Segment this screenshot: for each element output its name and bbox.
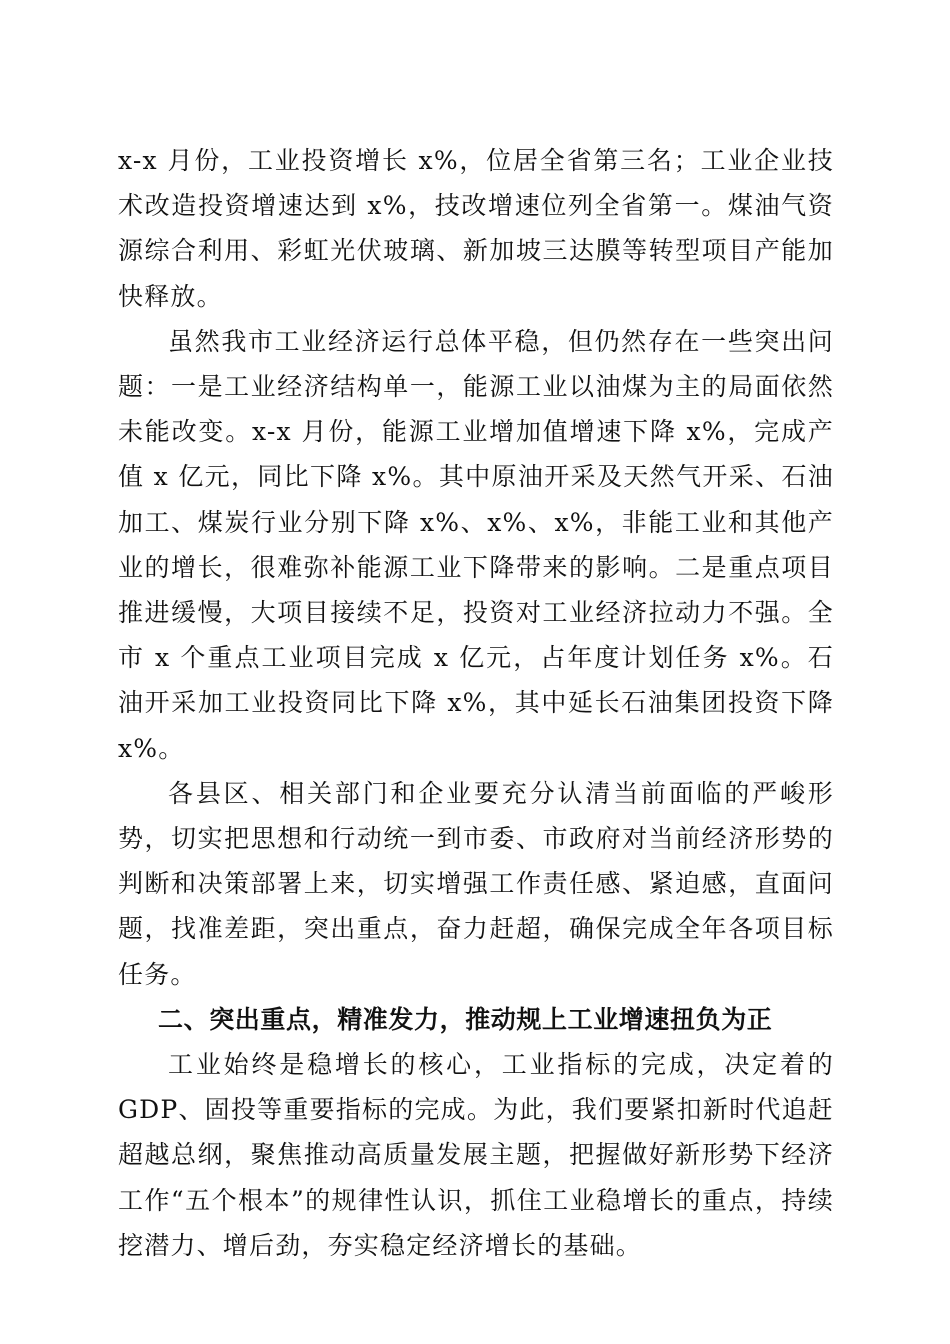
section-heading: 二、突出重点，精准发力，推动规上工业增速扭负为正: [158, 1004, 773, 1034]
paragraph-existing-problems: 虽然我市工业经济运行总体平稳，但仍然存在一些突出问题：一是工业经济结构单一，能源工业以油煤为主的局面依然未能改变。x-x 月份，能源工业增加值增速下降 x%，完成产值 x 亿元，同比下降 x%。其中原油开采及天然气开采、石油加工、煤炭行业分别下降 x%、x%、x%，非能工业和其他产业的增长，很难弥补能源工业下降带来的影响。二是重点项目推进缓慢，大项目接续不足，投资对工业经济拉动力不强。全市 x 个重点工业项目完成 x 亿元，占年度计划任务 x%。石油开采加工业投资同比下降 x%，其中延长石油集团投资下降 x%。: [118, 326, 834, 763]
paragraph-industry-core: 工业始终是稳增长的核心，工业指标的完成，决定着的 GDP、固投等重要指标的完成。为此，我们要紧扣新时代追赶超越总纲，聚焦推动高质量发展主题，把握做好新形势下经济工作“五个根本”的规律性认识，抓住工业稳增长的重点，持续挖潜力、增后劲，夯实稳定经济增长的基础。: [118, 1050, 834, 1260]
document-body: [118, 138, 834, 1268]
paragraph-investment-growth: x-x 月份，工业投资增长 x%，位居全省第三名；工业企业技术改造投资增速达到 x%，技改增速位列全省第一。煤油气资源综合利用、彩虹光伏玻璃、新加坡三达膜等转型项目产能加快释放。: [118, 146, 834, 311]
paragraph-call-to-action: 各县区、相关部门和企业要充分认清当前面临的严峻形势，切实把思想和行动统一到市委、市政府对当前经济形势的判断和决策部署上来，切实增强工作责任感、紧迫感，直面问题，找准差距，突出重点，奋力赶超，确保完成全年各项目标任务。: [118, 778, 834, 989]
